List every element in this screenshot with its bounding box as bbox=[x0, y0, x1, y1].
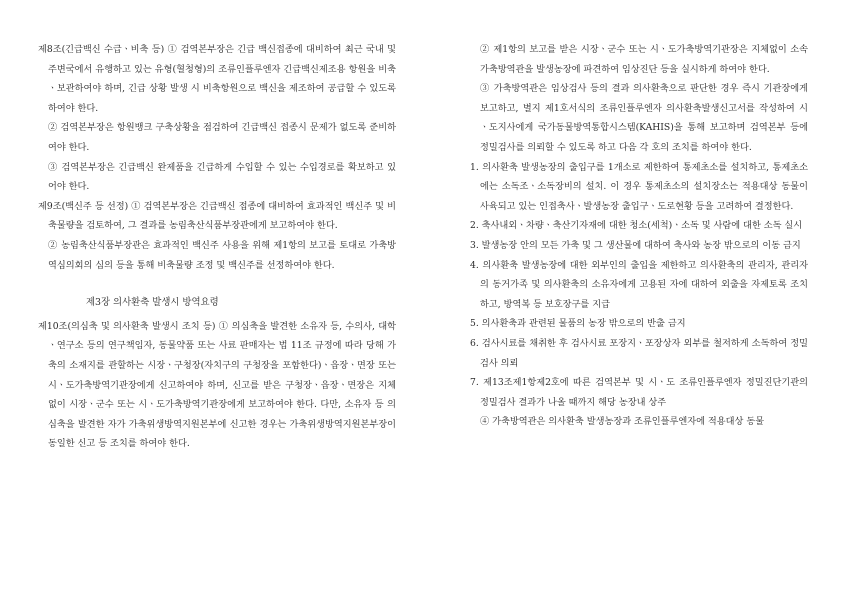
article-8-clause-2: ② 검역본부장은 항원뱅크 구축상황을 점검하여 긴급백신 접종시 문제가 없도록 준비하여야 한다. bbox=[48, 122, 396, 153]
list-item: 1. 의사환축 발생농장의 출입구를 1개소로 제한하여 통제초소를 설치하고, 통제초소에는 소독조ㆍ소독장비의 설치. 이 경우 통제초소의 설치장소는 적용대상 동물이 사육되고 있는 인접축사ㆍ발생농장 출입구ㆍ도로현황 등을 고려하여 결정한다. bbox=[470, 161, 808, 212]
list-item: 6. 검사시료를 채취한 후 검사시료 포장지ㆍ포장상자 외부를 철저하게 소독하여 정밀검사 의뢰 bbox=[470, 337, 808, 369]
list-item: 2. 축사내외ㆍ차량ㆍ축산기자재에 대한 청소(세척)ㆍ소독 및 사람에 대한 소독 실시 bbox=[470, 220, 803, 232]
article-8: 제8조(긴급백신 수급ㆍ비축 등) ① 검역본부장은 긴급 백신접종에 대비하여 최근 국내 및 주변국에서 유행하고 있는 유형(혈청형)의 조류인플루엔자 긴급백신제조용 항원을 비축ㆍ보관하여야 하며, 긴급 상황 발생 시 비축항원으로 백신을 제조하여 공급할 수 있도록 하여야 한다. bbox=[38, 44, 396, 114]
article-10-clause-4: ④ 가축방역관은 의사환축 발생농장과 조류인플루엔자에 적용대상 동물 bbox=[480, 416, 765, 428]
article-9-clause-2: ② 농림축산식품부장관은 효과적인 백신주 사용을 위해 제1항의 보고를 토대로 가축방역심의회의 심의 등을 통해 비축물량 조정 및 백신주를 선정하여야 한다. bbox=[48, 239, 396, 271]
article-10-clause-2: ② 제1항의 보고를 받은 시장ㆍ군수 또는 시ㆍ도가축방역기관장은 지체없이 소속 가축방역관을 발생농장에 파견하여 임상진단 등을 실시하게 하여야 한다. bbox=[480, 44, 808, 75]
right-column bbox=[470, 40, 808, 432]
left-column bbox=[38, 40, 396, 454]
list-item: 5. 의사환축과 관련된 물품의 농장 밖으로의 반출 금지 bbox=[470, 318, 686, 330]
list-item: 7. 제13조제1항제2호에 따른 검역본부 및 시ㆍ도 조류인플루엔자 정밀진단기관의 정밀검사 결과가 나올 때까지 해당 농장내 상주 bbox=[470, 377, 808, 408]
article-9: 제9조(백신주 등 선정) ① 검역본부장은 긴급백신 접종에 대비하여 효과적인 백신주 및 비축물량을 검토하여, 그 결과를 농림축산식품부장관에게 보고하여야 한다. bbox=[38, 200, 396, 232]
article-10-clause-3: ③ 가축방역관은 임상검사 등의 결과 의사환축으로 판단한 경우 즉시 기관장에게 보고하고, 별지 제1호서식의 조류인플루엔자 의사환축발생신고서를 작성하여 시ㆍ도지사에게 국가동물방역통합시스템(KAHIS)을 통해 보고하며 검역본부 등에 정밀검사를 의뢰할 수 있도록 하고 다음 각 호의 조치를 하여야 한다. bbox=[480, 83, 808, 153]
list-item: 4. 의사환축 발생농장에 대한 외부인의 출입을 제한하고 의사환축의 관리자, 관리자의 동거가족 및 의사환축의 소유자에게 고용된 자에 대하여 외출을 자제토록 조치하고, 방역복 등 보호장구를 지급 bbox=[470, 259, 808, 310]
article-8-clause-3: ③ 검역본부장은 긴급백신 완제품을 긴급하게 수입할 수 있는 수입경로를 확보하고 있어야 한다. bbox=[48, 161, 396, 193]
list-item: 3. 발생농장 안의 모든 가축 및 그 생산물에 대하여 축사와 농장 밖으로의 이동 금지 bbox=[470, 239, 801, 251]
article-10: 제10조(의심축 및 의사환축 발생시 조치 등) ① 의심축을 발견한 소유자 등, 수의사, 대학ㆍ연구소 등의 연구책임자, 동물약품 또는 사료 판매자는 법 11조 규정에 따라 당해 가축의 소재지를 관할하는 시장ㆍ구청장(자치구의 구청장을 포함한다)ㆍ읍장ㆍ면장 또는 시ㆍ도가축방역기관장에게 신고하여야 하며, 신고를 받은 구청장ㆍ읍장ㆍ면장은 지체없이 시장ㆍ군수 또는 시ㆍ도가축방역기관장에게 보고하여야 한다. 다만, 소유자 등 의심축을 발견한 자가 가축위생방역지원본부에 신고한 경우는 가축위생방역지원본부장이 동일한 신고 등 조치를 하여야 한다. bbox=[38, 320, 396, 450]
chapter-heading: 제3장 의사환축 발생시 방역요령 bbox=[86, 297, 219, 309]
